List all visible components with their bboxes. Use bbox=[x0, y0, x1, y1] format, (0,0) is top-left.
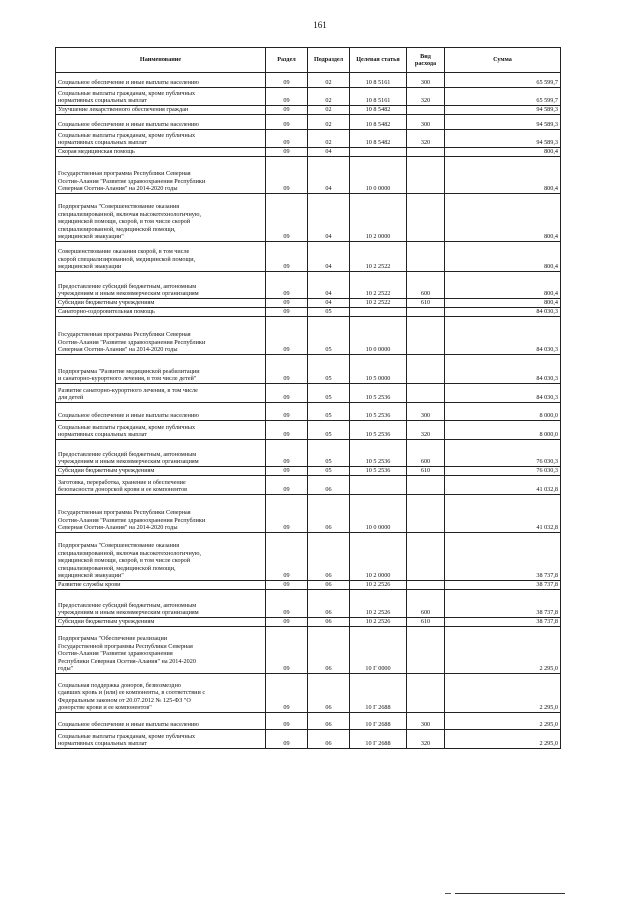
table-row bbox=[56, 384, 561, 403]
cell-name-line: специализированной, включая высокотехнологичную, bbox=[58, 549, 202, 557]
cell-name-line: Социальная поддержка доноров, безвозмездно bbox=[58, 681, 181, 689]
cell-subsection: 04 bbox=[308, 148, 350, 157]
table-row bbox=[56, 317, 561, 355]
cell-section: 09 bbox=[266, 157, 308, 194]
cell-subsection: 04 bbox=[308, 194, 350, 242]
cell-name-line: Развитие санаторно-курортного лечения, в том числе bbox=[58, 386, 198, 394]
cell-subsection: 05 bbox=[308, 440, 350, 467]
cell-sum: 76 030,3 bbox=[445, 440, 561, 467]
cell-name-line: Осетия-Алания "Развитие здравоохранения bbox=[58, 650, 173, 658]
cell-section: 09 bbox=[266, 533, 308, 581]
cell-kind bbox=[407, 384, 445, 403]
cell-subsection: 06 bbox=[308, 618, 350, 627]
cell-name-line: Санаторно-оздоровительная помощь bbox=[58, 308, 155, 316]
cell-sum: 38 737,8 bbox=[445, 590, 561, 618]
cell-target: 10 8 5482 bbox=[350, 106, 407, 115]
cell-name bbox=[56, 130, 266, 148]
cell-sum: 84 030,3 bbox=[445, 384, 561, 403]
cell-name-line: Государственная программа Республики Северная bbox=[58, 170, 191, 178]
cell-name bbox=[56, 440, 266, 467]
cell-sum: 38 737,8 bbox=[445, 533, 561, 581]
cell-name bbox=[56, 730, 266, 749]
cell-name-line: Республики Северная Осетия-Алания" на 2014-2020 bbox=[58, 657, 196, 665]
cell-section: 09 bbox=[266, 618, 308, 627]
table-row bbox=[56, 194, 561, 242]
cell-sum: 76 030,3 bbox=[445, 467, 561, 476]
cell-subsection: 02 bbox=[308, 115, 350, 130]
cell-section: 09 bbox=[266, 148, 308, 157]
cell-name-line: учреждениям и иным некоммерческим организациям bbox=[58, 609, 199, 617]
cell-name bbox=[56, 467, 266, 476]
cell-target bbox=[350, 148, 407, 157]
cell-section: 09 bbox=[266, 403, 308, 421]
cell-name-line: Осетия-Алания "Развитие здравоохранения Республики bbox=[58, 177, 206, 185]
table-row bbox=[56, 495, 561, 533]
table-row bbox=[56, 115, 561, 130]
cell-name bbox=[56, 106, 266, 115]
cell-kind bbox=[407, 476, 445, 495]
cell-kind bbox=[407, 495, 445, 533]
header-sum: Сумма bbox=[445, 48, 561, 73]
cell-sum: 800,4 bbox=[445, 194, 561, 242]
cell-target: 10 2 2522 bbox=[350, 242, 407, 272]
cell-kind bbox=[407, 627, 445, 674]
cell-name-line: сдавших кровь и (или) ее компоненты, в соответствии с bbox=[58, 689, 206, 697]
cell-subsection: 05 bbox=[308, 308, 350, 317]
cell-name-line: специализированной, медицинской помощи, bbox=[58, 225, 176, 233]
cell-target bbox=[350, 308, 407, 317]
table-row bbox=[56, 130, 561, 148]
cell-kind: 320 bbox=[407, 730, 445, 749]
cell-kind: 300 bbox=[407, 403, 445, 421]
cell-name-line: Субсидии бюджетным учреждениям bbox=[58, 467, 155, 475]
cell-subsection: 05 bbox=[308, 317, 350, 355]
cell-name bbox=[56, 157, 266, 194]
cell-name bbox=[56, 627, 266, 674]
cell-subsection: 05 bbox=[308, 403, 350, 421]
cell-name-line: Осетия-Алания "Развитие здравоохранения Республики bbox=[58, 516, 206, 524]
cell-subsection: 02 bbox=[308, 73, 350, 88]
cell-target: 10 2 0000 bbox=[350, 194, 407, 242]
cell-name-line: Социальные выплаты гражданам, кроме публичных bbox=[58, 131, 196, 139]
cell-name-line: Субсидии бюджетным учреждениям bbox=[58, 299, 155, 307]
table-row bbox=[56, 730, 561, 749]
cell-name-line: Предоставление субсидий бюджетным, автономным bbox=[58, 450, 197, 458]
table-row bbox=[56, 533, 561, 581]
header-kind: Вид расхода bbox=[407, 48, 445, 73]
cell-kind: 320 bbox=[407, 130, 445, 148]
table-row bbox=[56, 272, 561, 299]
cell-section: 09 bbox=[266, 730, 308, 749]
cell-kind: 320 bbox=[407, 88, 445, 106]
cell-target: 10 Г 0000 bbox=[350, 627, 407, 674]
cell-sum: 8 000,0 bbox=[445, 421, 561, 440]
table-row bbox=[56, 157, 561, 194]
cell-sum: 800,4 bbox=[445, 148, 561, 157]
cell-name bbox=[56, 421, 266, 440]
cell-target: 10 2 2526 bbox=[350, 618, 407, 627]
cell-name-line: Подпрограмма "Совершенствование оказания bbox=[58, 203, 180, 211]
cell-section: 09 bbox=[266, 467, 308, 476]
cell-name-line: Федеральным законом от 20.07.2012 № 125-ФЗ "О bbox=[58, 696, 191, 704]
cell-subsection: 04 bbox=[308, 299, 350, 308]
table-row bbox=[56, 88, 561, 106]
cell-name bbox=[56, 384, 266, 403]
cell-subsection: 06 bbox=[308, 581, 350, 590]
cell-name bbox=[56, 148, 266, 157]
cell-sum: 2 295,0 bbox=[445, 674, 561, 713]
cell-sum: 38 737,8 bbox=[445, 618, 561, 627]
cell-section: 09 bbox=[266, 355, 308, 384]
cell-subsection: 05 bbox=[308, 355, 350, 384]
cell-subsection: 05 bbox=[308, 467, 350, 476]
cell-kind: 600 bbox=[407, 590, 445, 618]
cell-target: 10 8 5482 bbox=[350, 130, 407, 148]
table-row bbox=[56, 674, 561, 713]
cell-name-line: Совершенствование оказания скорой, в том числе bbox=[58, 248, 190, 256]
table-row bbox=[56, 242, 561, 272]
cell-target: 10 0 0000 bbox=[350, 317, 407, 355]
cell-target: 10 2 2526 bbox=[350, 590, 407, 618]
cell-name-line: Социальное обеспечение и иные выплаты населению bbox=[58, 79, 199, 87]
cell-name bbox=[56, 533, 266, 581]
cell-subsection: 05 bbox=[308, 384, 350, 403]
cell-subsection: 06 bbox=[308, 495, 350, 533]
cell-target: 10 0 0000 bbox=[350, 495, 407, 533]
cell-name-line: Социальное обеспечение и иные выплаты населению bbox=[58, 121, 199, 129]
cell-name-line: Социальное обеспечение и иные выплаты населению bbox=[58, 412, 199, 420]
cell-name bbox=[56, 299, 266, 308]
cell-sum: 84 030,3 bbox=[445, 317, 561, 355]
table-row bbox=[56, 627, 561, 674]
cell-sum: 84 030,3 bbox=[445, 308, 561, 317]
cell-sum: 2 295,0 bbox=[445, 730, 561, 749]
cell-name-line: скорой специализированной, медицинской помощи, bbox=[58, 255, 196, 263]
cell-name-line: медицинской помощи, скорой, в том числе скорой bbox=[58, 557, 191, 565]
cell-name-line: учреждениям и иным некоммерческим организациям bbox=[58, 458, 199, 466]
cell-target bbox=[350, 476, 407, 495]
cell-target: 10 5 0000 bbox=[350, 355, 407, 384]
table-row bbox=[56, 467, 561, 476]
cell-name-line: и санаторно-курортного лечения, в том числе детей" bbox=[58, 375, 197, 383]
cell-sum: 800,4 bbox=[445, 299, 561, 308]
cell-sum: 65 599,7 bbox=[445, 73, 561, 88]
table-row bbox=[56, 308, 561, 317]
cell-sum: 800,4 bbox=[445, 272, 561, 299]
cell-subsection: 02 bbox=[308, 88, 350, 106]
table-row bbox=[56, 476, 561, 495]
page-number: 161 bbox=[313, 20, 327, 30]
footer-line bbox=[455, 893, 565, 894]
header-target: Целевая статья bbox=[350, 48, 407, 73]
cell-subsection: 04 bbox=[308, 272, 350, 299]
cell-subsection: 06 bbox=[308, 674, 350, 713]
table-row bbox=[56, 440, 561, 467]
cell-target: 10 2 2522 bbox=[350, 272, 407, 299]
cell-kind: 300 bbox=[407, 73, 445, 88]
table-row bbox=[56, 713, 561, 730]
cell-sum: 41 032,8 bbox=[445, 495, 561, 533]
cell-sum: 8 000,0 bbox=[445, 403, 561, 421]
cell-name bbox=[56, 115, 266, 130]
cell-name-line: Социальные выплаты гражданам, кроме публичных bbox=[58, 423, 196, 431]
cell-name-line: Заготовка, переработка, хранение и обеспечение bbox=[58, 478, 186, 486]
cell-section: 09 bbox=[266, 421, 308, 440]
cell-name bbox=[56, 355, 266, 384]
cell-target: 10 0 0000 bbox=[350, 157, 407, 194]
cell-name bbox=[56, 495, 266, 533]
table-row bbox=[56, 421, 561, 440]
cell-target: 10 2 2522 bbox=[350, 299, 407, 308]
cell-sum: 65 599,7 bbox=[445, 88, 561, 106]
cell-section: 09 bbox=[266, 440, 308, 467]
cell-sum: 94 589,3 bbox=[445, 130, 561, 148]
cell-sum: 94 589,3 bbox=[445, 106, 561, 115]
cell-section: 09 bbox=[266, 73, 308, 88]
cell-name-line: Подпрограмма "Развитие медицинской реабилитации bbox=[58, 367, 200, 375]
cell-section: 09 bbox=[266, 88, 308, 106]
cell-section: 09 bbox=[266, 627, 308, 674]
cell-subsection: 06 bbox=[308, 476, 350, 495]
cell-name bbox=[56, 73, 266, 88]
table-row bbox=[56, 618, 561, 627]
cell-target: 10 Г 2688 bbox=[350, 730, 407, 749]
cell-section: 09 bbox=[266, 674, 308, 713]
cell-name-line: нормативных социальных выплат bbox=[58, 431, 147, 439]
cell-section: 09 bbox=[266, 242, 308, 272]
cell-name bbox=[56, 242, 266, 272]
cell-name-line: Социальные выплаты гражданам, кроме публичных bbox=[58, 732, 196, 740]
header-section: Раздел bbox=[266, 48, 308, 73]
cell-target: 10 Г 2688 bbox=[350, 713, 407, 730]
cell-name-line: Развитие службы крови bbox=[58, 581, 121, 589]
cell-kind bbox=[407, 533, 445, 581]
cell-name bbox=[56, 317, 266, 355]
cell-name bbox=[56, 308, 266, 317]
cell-kind: 320 bbox=[407, 421, 445, 440]
cell-sum: 84 030,3 bbox=[445, 355, 561, 384]
cell-kind: 610 bbox=[407, 618, 445, 627]
cell-kind bbox=[407, 581, 445, 590]
cell-name bbox=[56, 88, 266, 106]
cell-kind bbox=[407, 317, 445, 355]
cell-name-line: Предоставление субсидий бюджетным, автономным bbox=[58, 282, 197, 290]
header-name: Наименование bbox=[56, 48, 266, 73]
cell-name-line: Государственная программа Республики Северная bbox=[58, 331, 191, 339]
cell-section: 09 bbox=[266, 115, 308, 130]
cell-name-line: специализированной, включая высокотехнологичную, bbox=[58, 210, 202, 218]
cell-sum: 41 032,8 bbox=[445, 476, 561, 495]
cell-subsection: 06 bbox=[308, 730, 350, 749]
table-row bbox=[56, 106, 561, 115]
cell-section: 09 bbox=[266, 317, 308, 355]
cell-name-line: Скорая медицинская помощь bbox=[58, 148, 135, 156]
cell-sum: 94 589,3 bbox=[445, 115, 561, 130]
cell-name bbox=[56, 194, 266, 242]
cell-name-line: донорстве крови и ее компонентов" bbox=[58, 704, 152, 712]
cell-name-line: медицинской эвакуации" bbox=[58, 572, 124, 580]
table-row bbox=[56, 148, 561, 157]
cell-name-line: Улучшение лекарственного обеспечения граждан bbox=[58, 106, 189, 114]
cell-target: 10 8 5161 bbox=[350, 73, 407, 88]
cell-name-line: Субсидии бюджетным учреждениям bbox=[58, 618, 155, 626]
cell-name bbox=[56, 590, 266, 618]
cell-kind bbox=[407, 194, 445, 242]
cell-target: 10 5 2536 bbox=[350, 403, 407, 421]
cell-name bbox=[56, 272, 266, 299]
cell-section: 09 bbox=[266, 106, 308, 115]
cell-sum: 800,4 bbox=[445, 242, 561, 272]
cell-name-line: Северная Осетия-Алания" на 2014-2020 годы bbox=[58, 185, 178, 193]
cell-section: 09 bbox=[266, 194, 308, 242]
cell-sum: 2 295,0 bbox=[445, 627, 561, 674]
cell-subsection: 02 bbox=[308, 106, 350, 115]
table-row bbox=[56, 581, 561, 590]
cell-name-line: Государственной программы Республики Северная bbox=[58, 642, 193, 650]
cell-name-line: Северная Осетия-Алания" на 2014-2020 годы bbox=[58, 346, 178, 354]
cell-sum: 800,4 bbox=[445, 157, 561, 194]
cell-section: 09 bbox=[266, 713, 308, 730]
footer-dash bbox=[445, 893, 451, 894]
cell-section: 09 bbox=[266, 476, 308, 495]
cell-section: 09 bbox=[266, 299, 308, 308]
cell-target: 10 Г 2688 bbox=[350, 674, 407, 713]
cell-subsection: 06 bbox=[308, 627, 350, 674]
table-row bbox=[56, 403, 561, 421]
cell-name-line: Социальные выплаты гражданам, кроме публичных bbox=[58, 89, 196, 97]
cell-section: 09 bbox=[266, 590, 308, 618]
cell-target: 10 2 2526 bbox=[350, 581, 407, 590]
cell-target: 10 5 2536 bbox=[350, 467, 407, 476]
cell-name-line: Государственная программа Республики Северная bbox=[58, 509, 191, 517]
table-row bbox=[56, 590, 561, 618]
cell-name-line: нормативных социальных выплат bbox=[58, 97, 147, 105]
cell-target: 10 8 5161 bbox=[350, 88, 407, 106]
cell-name-line: Подпрограмма "Совершенствование оказания bbox=[58, 542, 180, 550]
cell-section: 09 bbox=[266, 308, 308, 317]
table-row bbox=[56, 299, 561, 308]
cell-subsection: 04 bbox=[308, 242, 350, 272]
cell-name-line: нормативных социальных выплат bbox=[58, 139, 147, 147]
cell-section: 09 bbox=[266, 581, 308, 590]
cell-subsection: 06 bbox=[308, 713, 350, 730]
cell-subsection: 05 bbox=[308, 421, 350, 440]
cell-target: 10 5 2536 bbox=[350, 440, 407, 467]
cell-section: 09 bbox=[266, 384, 308, 403]
cell-name-line: учреждениям и иным некоммерческим организациям bbox=[58, 290, 199, 298]
cell-name-line: медицинской эвакуации bbox=[58, 263, 122, 271]
cell-name bbox=[56, 713, 266, 730]
cell-name bbox=[56, 581, 266, 590]
cell-target: 10 8 5482 bbox=[350, 115, 407, 130]
cell-section: 09 bbox=[266, 495, 308, 533]
cell-sum: 38 737,8 bbox=[445, 581, 561, 590]
cell-subsection: 06 bbox=[308, 590, 350, 618]
cell-kind: 610 bbox=[407, 299, 445, 308]
table-header-row bbox=[56, 48, 561, 73]
cell-name-line: медицинской помощи, скорой, в том числе скорой bbox=[58, 218, 191, 226]
cell-name-line: Социальное обеспечение и иные выплаты населению bbox=[58, 721, 199, 729]
cell-subsection: 06 bbox=[308, 533, 350, 581]
cell-kind bbox=[407, 157, 445, 194]
cell-name bbox=[56, 403, 266, 421]
cell-name-line: для детей bbox=[58, 394, 84, 402]
cell-name-line: специализированной, медицинской помощи, bbox=[58, 564, 176, 572]
cell-kind: 600 bbox=[407, 440, 445, 467]
cell-kind bbox=[407, 106, 445, 115]
cell-kind bbox=[407, 674, 445, 713]
cell-kind: 300 bbox=[407, 115, 445, 130]
cell-name-line: Осетия-Алания "Развитие здравоохранения Республики bbox=[58, 338, 206, 346]
cell-section: 09 bbox=[266, 130, 308, 148]
cell-sum: 2 295,0 bbox=[445, 713, 561, 730]
header-subsection: Подраздел bbox=[308, 48, 350, 73]
cell-kind: 300 bbox=[407, 713, 445, 730]
cell-kind: 610 bbox=[407, 467, 445, 476]
cell-target: 10 2 0000 bbox=[350, 533, 407, 581]
cell-target: 10 5 2536 bbox=[350, 421, 407, 440]
table-body bbox=[56, 73, 561, 749]
cell-kind bbox=[407, 242, 445, 272]
cell-section: 09 bbox=[266, 272, 308, 299]
table-row bbox=[56, 73, 561, 88]
cell-name-line: Подпрограмма "Обеспечение реализации bbox=[58, 635, 168, 643]
cell-subsection: 04 bbox=[308, 157, 350, 194]
cell-kind bbox=[407, 148, 445, 157]
budget-table bbox=[55, 47, 561, 749]
cell-kind bbox=[407, 355, 445, 384]
table-row bbox=[56, 355, 561, 384]
cell-name bbox=[56, 476, 266, 495]
cell-kind bbox=[407, 308, 445, 317]
cell-name-line: Предоставление субсидий бюджетным, автономным bbox=[58, 601, 197, 609]
cell-name bbox=[56, 618, 266, 627]
cell-kind: 600 bbox=[407, 272, 445, 299]
cell-name bbox=[56, 674, 266, 713]
cell-name-line: Северная Осетия-Алания" на 2014-2020 годы bbox=[58, 524, 178, 532]
cell-target: 10 5 2536 bbox=[350, 384, 407, 403]
cell-name-line: медицинской эвакуации" bbox=[58, 233, 124, 241]
cell-name-line: безопасности донорской крови и ее компонентов bbox=[58, 486, 188, 494]
cell-subsection: 02 bbox=[308, 130, 350, 148]
cell-name-line: нормативных социальных выплат bbox=[58, 740, 147, 748]
cell-name-line: годы" bbox=[58, 665, 74, 673]
